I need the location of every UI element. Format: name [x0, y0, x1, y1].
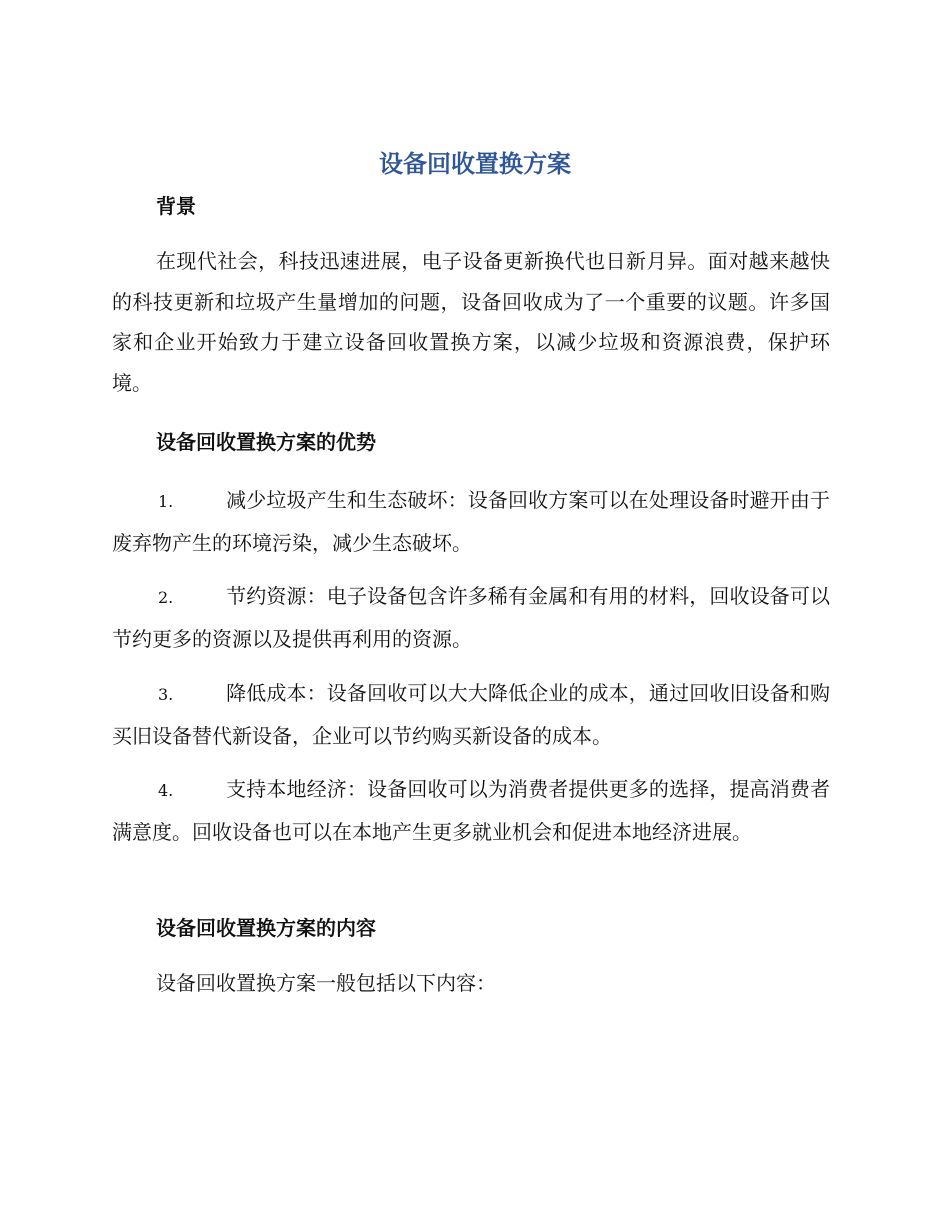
document-title: 设备回收置换方案	[379, 150, 571, 178]
list-item-text: 节约资源：电子设备包含许多稀有金属和有用的材料，回收设备可以节约更多的资源以及提供再利用的资源。	[112, 584, 830, 651]
list-item	[112, 769, 830, 852]
list-item-text: 支持本地经济：设备回收可以为消费者提供更多的选择，提高消费者满意度。回收设备也可以在本地产生更多就业机会和促进本地经济进展。	[112, 777, 830, 844]
list-item-number: 1.	[158, 492, 174, 511]
section-heading-background: 背景	[156, 194, 196, 218]
list-item	[112, 576, 830, 659]
section-heading-contents: 设备回收置换方案的内容	[156, 916, 376, 940]
background-paragraph: 在现代社会，科技迅速进展，电子设备更新换代也日新月异。面对越来越快的科技更新和垃圾产生量增加的问题，设备回收成为了一个重要的议题。许多国家和企业开始致力于建立设备回收置换方案，以减少垃圾和资源浪费，保护环境。	[112, 249, 830, 395]
list-item-number: 4.	[158, 781, 174, 800]
list-item-text: 减少垃圾产生和生态破坏：设备回收方案可以在处理设备时避开由于废弃物产生的环境污染，减少生态破坏。	[112, 488, 830, 555]
list-item-text: 降低成本：设备回收可以大大降低企业的成本，通过回收旧设备和购买旧设备替代新设备，企业可以节约购买新设备的成本。	[112, 681, 830, 748]
section-heading-advantages: 设备回收置换方案的优势	[156, 430, 376, 454]
contents-paragraph: 设备回收置换方案一般包括以下内容：	[156, 971, 496, 995]
list-item	[112, 673, 830, 756]
list-item-number: 3.	[158, 685, 174, 704]
list-item	[112, 480, 830, 563]
list-item-number: 2.	[158, 588, 174, 607]
